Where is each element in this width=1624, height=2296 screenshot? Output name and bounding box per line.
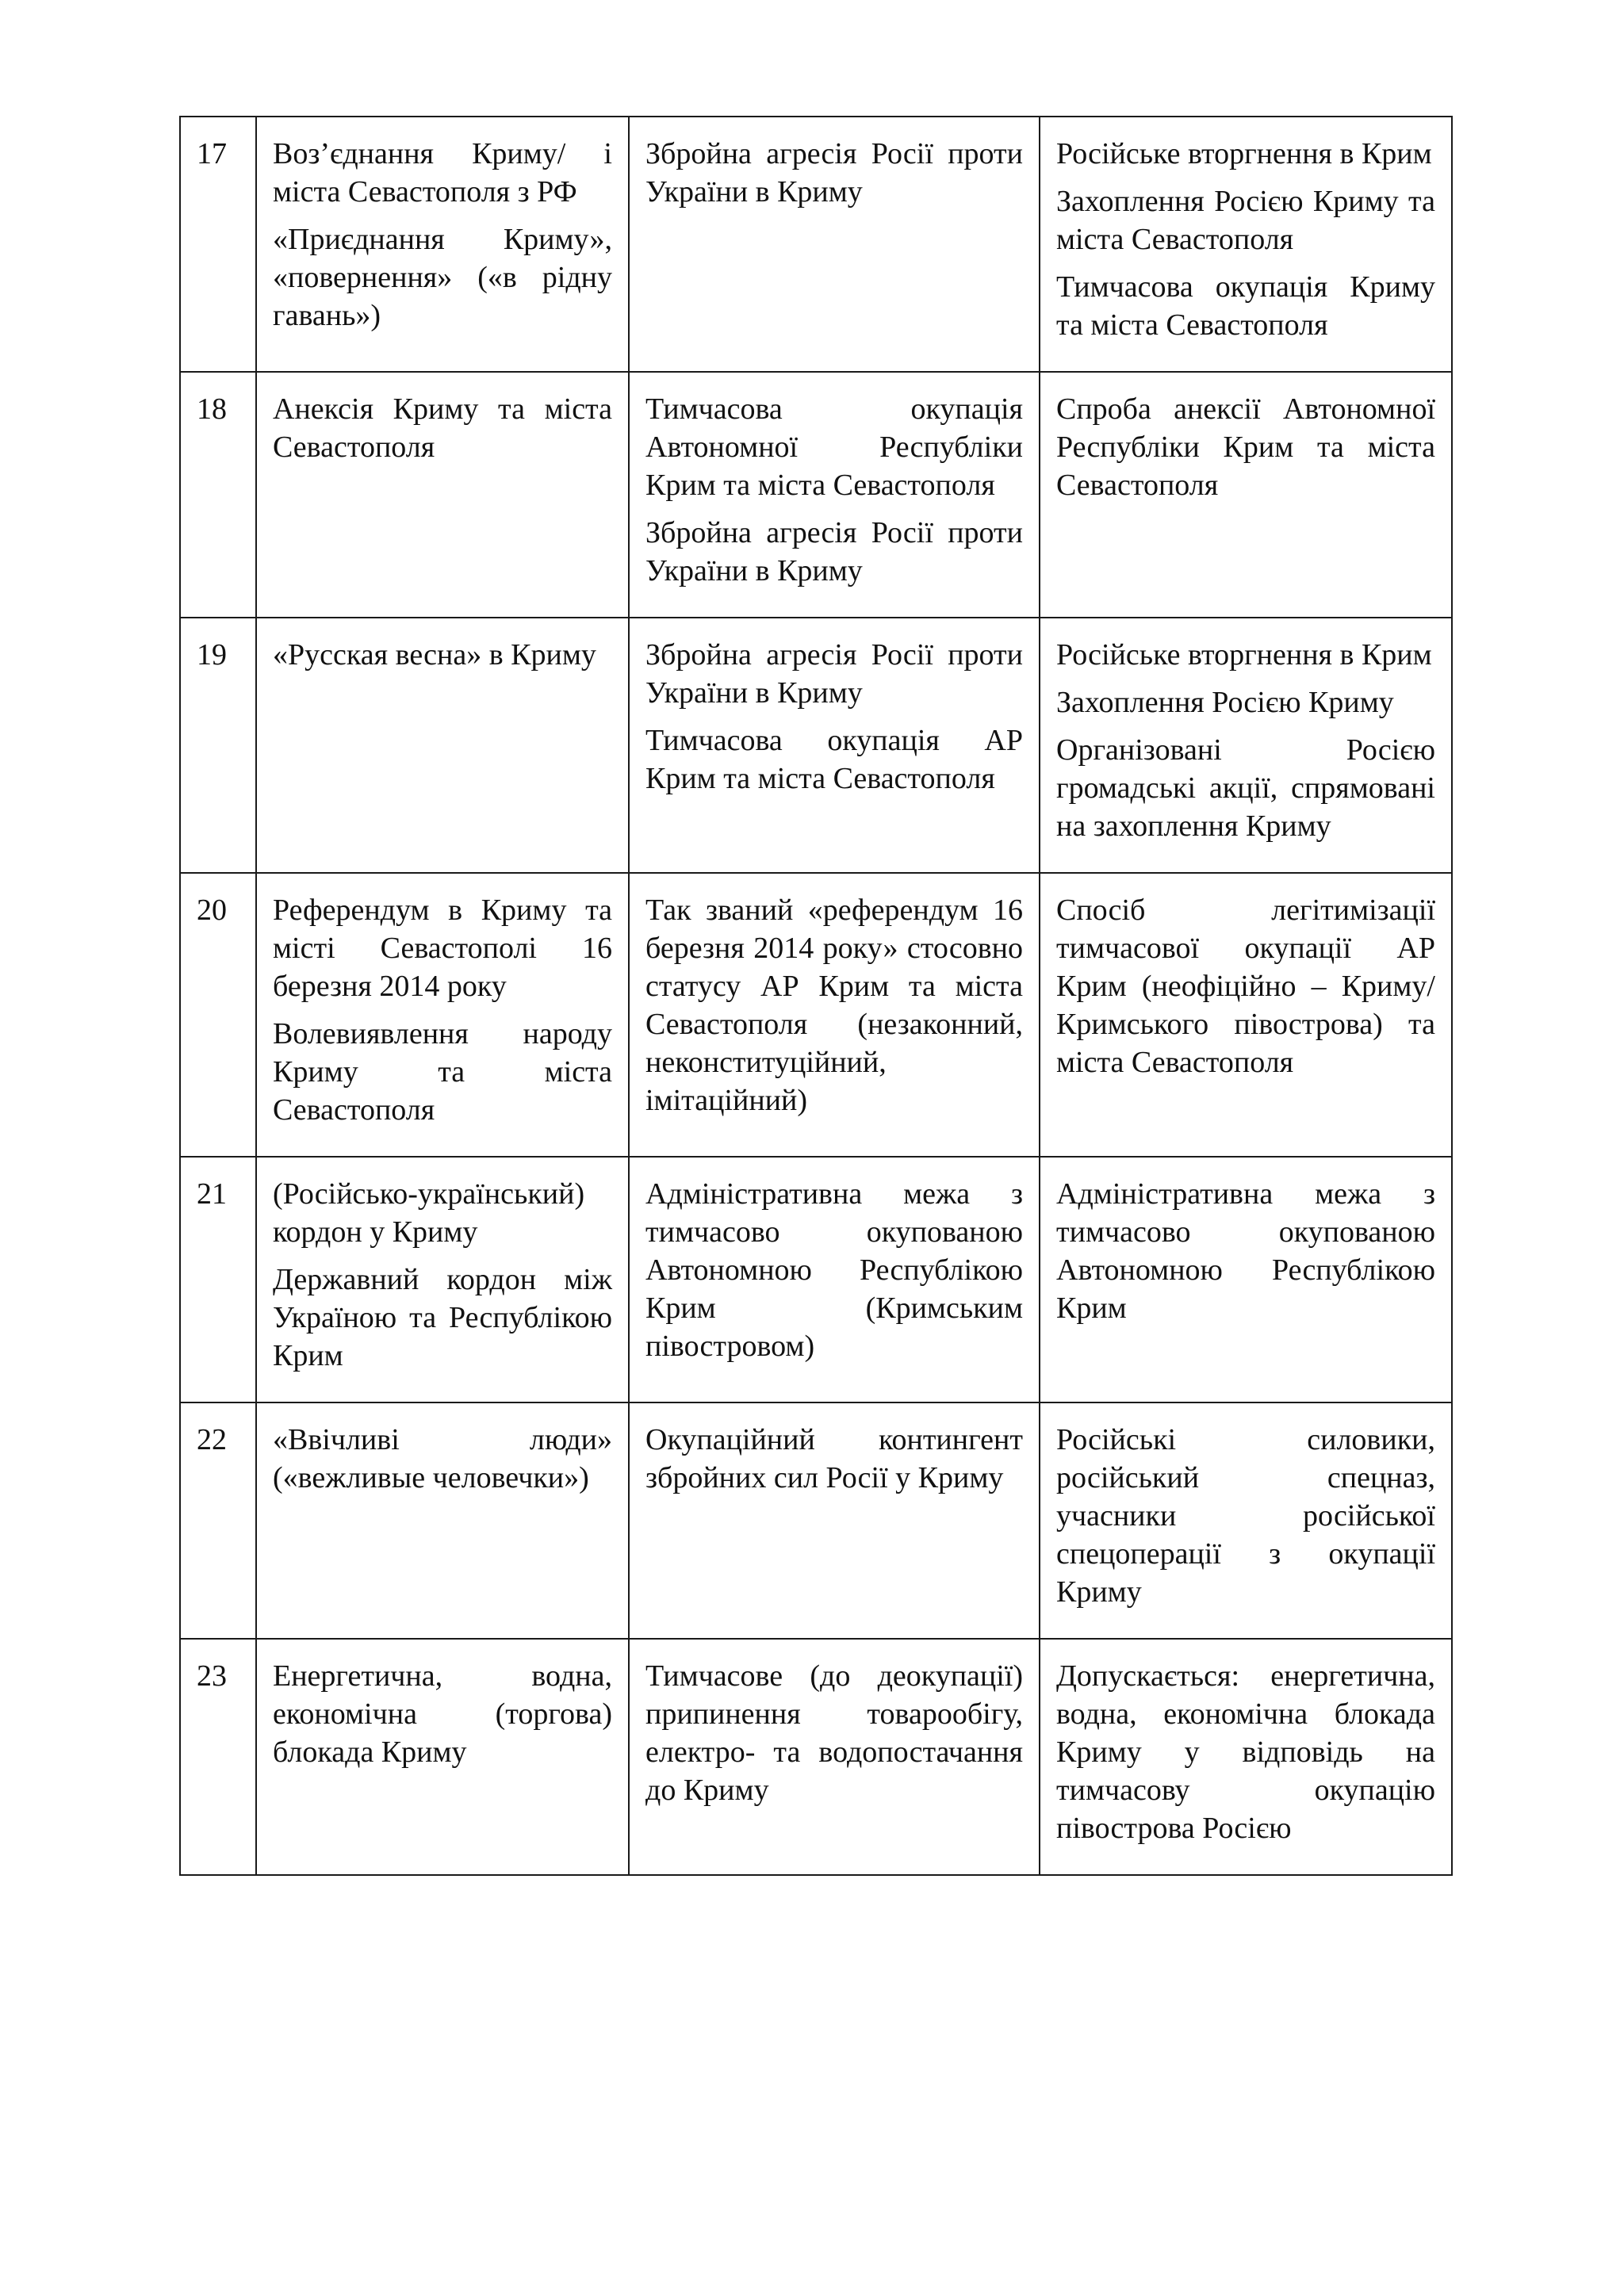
cell-paragraph: Так званий «референдум 16 березня 2014 року» стосовно статусу АР Крим та міста Севастополя (незаконний, неконституційний, імітаційний) xyxy=(645,894,1023,1117)
cell-paragraph: Збройна агресія Росії проти України в Криму xyxy=(645,516,1023,587)
cell-paragraph: «Приєднання Криму», «повернення» («в рідну гавань») xyxy=(273,223,612,332)
table-row xyxy=(180,873,1452,1157)
cell-paragraph: Збройна агресія Росії проти України в Криму xyxy=(645,638,1023,710)
recommended-term-cell xyxy=(629,117,1040,372)
table-row xyxy=(180,117,1452,372)
cell-paragraph: Організовані Росією громадські акції, спрямовані на захоплення Криму xyxy=(1056,733,1435,843)
alternative-term-cell xyxy=(1040,618,1452,873)
used-term-cell xyxy=(256,1402,629,1639)
recommended-term-cell xyxy=(629,873,1040,1157)
cell-paragraph: Спосіб легітимізації тимчасової окупації АР Крим (неофіційно – Криму/Кримського півострова) та міста Севастополя xyxy=(1056,894,1435,1079)
terminology-table xyxy=(179,116,1453,1876)
recommended-term-cell xyxy=(629,372,1040,618)
cell-paragraph: Тимчасова окупація АР Крим та міста Севастополя xyxy=(645,724,1023,795)
cell-paragraph: Тимчасова окупація Автономної Республіки Крим та міста Севастополя xyxy=(645,392,1023,502)
table-body xyxy=(180,117,1452,1875)
recommended-term-cell xyxy=(629,1402,1040,1639)
table-row xyxy=(180,1639,1452,1875)
used-term-cell xyxy=(256,372,629,618)
used-term-cell xyxy=(256,117,629,372)
row-number: 21 xyxy=(180,1157,256,1402)
cell-paragraph: Енергетична, водна, економічна (торгова) блокада Криму xyxy=(273,1659,612,1769)
table-row xyxy=(180,1402,1452,1639)
cell-paragraph: Анексія Криму та міста Севастополя xyxy=(273,392,612,464)
cell-paragraph: «Русская весна» в Криму xyxy=(273,638,596,672)
cell-paragraph: «Ввічливі люди» («вежливые человечки») xyxy=(273,1423,612,1494)
table-row xyxy=(180,372,1452,618)
table-row xyxy=(180,618,1452,873)
used-term-cell xyxy=(256,618,629,873)
cell-paragraph: Адміністративна межа з тимчасово окупованою Автономною Республікою Крим (Кримським півостровом) xyxy=(645,1177,1023,1363)
alternative-term-cell xyxy=(1040,1639,1452,1875)
row-number: 20 xyxy=(180,873,256,1157)
cell-paragraph: Референдум в Криму та місті Севастополі 16 березня 2014 року xyxy=(273,894,612,1003)
recommended-term-cell xyxy=(629,618,1040,873)
cell-paragraph: Спроба анексії Автономної Республіки Крим та міста Севастополя xyxy=(1056,392,1435,502)
used-term-cell xyxy=(256,1639,629,1875)
cell-paragraph: Адміністративна межа з тимчасово окупованою Автономною Республікою Крим xyxy=(1056,1177,1435,1325)
row-number: 19 xyxy=(180,618,256,873)
used-term-cell xyxy=(256,873,629,1157)
row-number: 17 xyxy=(180,117,256,372)
cell-paragraph: Російське вторгнення в Крим xyxy=(1056,638,1432,672)
cell-paragraph: Тимчасове (до деокупації) припинення товарообігу, електро- та водопостачання до Криму xyxy=(645,1659,1023,1807)
cell-paragraph: Воз’єднання Криму/ і міста Севастополя з РФ xyxy=(273,137,612,209)
cell-paragraph: (Російсько-український) кордон у Криму xyxy=(273,1177,585,1249)
used-term-cell xyxy=(256,1157,629,1402)
alternative-term-cell xyxy=(1040,1157,1452,1402)
alternative-term-cell xyxy=(1040,1402,1452,1639)
cell-paragraph: Тимчасова окупація Криму та міста Севастополя xyxy=(1056,270,1435,342)
row-number: 22 xyxy=(180,1402,256,1639)
row-number: 18 xyxy=(180,372,256,618)
table-row xyxy=(180,1157,1452,1402)
cell-paragraph: Російські силовики, російський спецназ, учасники російської спецоперації з окупації Криму xyxy=(1056,1423,1435,1609)
cell-paragraph: Окупаційний контингент збройних сил Росії у Криму xyxy=(645,1423,1023,1494)
recommended-term-cell xyxy=(629,1639,1040,1875)
recommended-term-cell xyxy=(629,1157,1040,1402)
cell-paragraph: Збройна агресія Росії проти України в Криму xyxy=(645,137,1023,209)
cell-paragraph: Волевиявлення народу Криму та міста Севастополя xyxy=(273,1017,612,1127)
cell-paragraph: Російське вторгнення в Крим xyxy=(1056,137,1432,170)
cell-paragraph: Державний кордон між Україною та Республікою Крим xyxy=(273,1263,612,1372)
cell-paragraph: Захоплення Росією Криму xyxy=(1056,686,1394,719)
cell-paragraph: Допускається: енергетична, водна, економічна блокада Криму у відповідь на тимчасову окупацію півострова Росією xyxy=(1056,1659,1435,1845)
row-number: 23 xyxy=(180,1639,256,1875)
alternative-term-cell xyxy=(1040,372,1452,618)
cell-paragraph: Захоплення Росією Криму та міста Севастополя xyxy=(1056,185,1435,256)
alternative-term-cell xyxy=(1040,117,1452,372)
alternative-term-cell xyxy=(1040,873,1452,1157)
